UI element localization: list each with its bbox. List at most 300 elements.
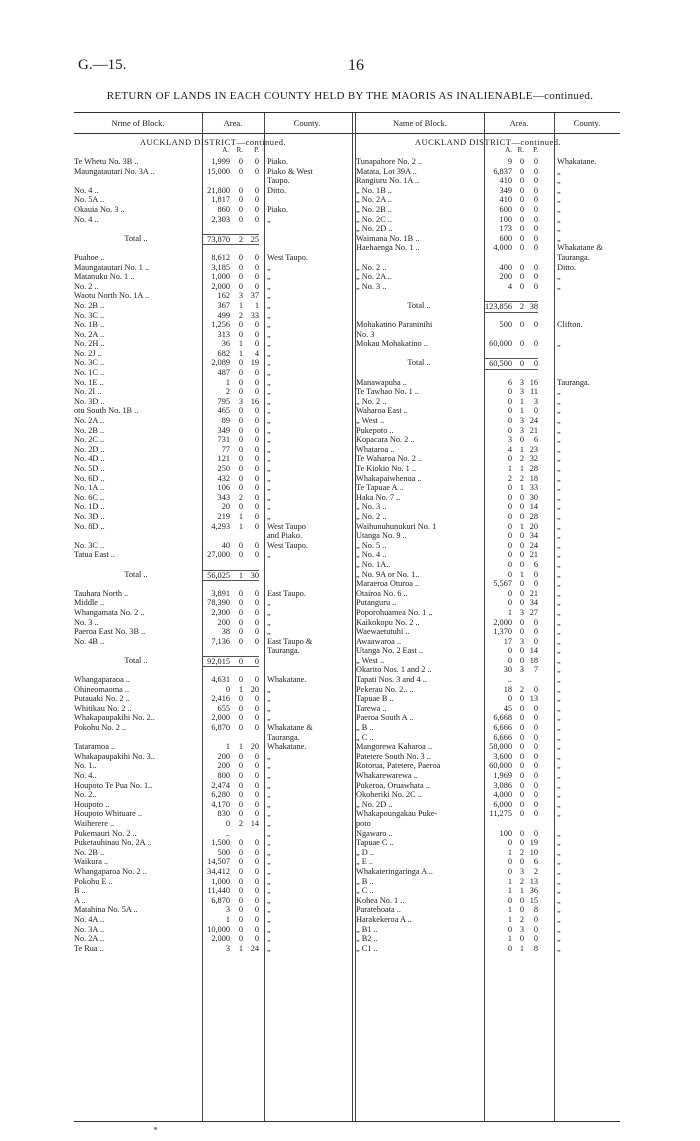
block-name: No. 1D .. [74, 502, 105, 512]
county-name: „ [557, 396, 561, 406]
area-roods: 0 [238, 866, 243, 876]
area-acres: 200 [217, 617, 230, 627]
table-row [356, 694, 620, 704]
table-row [356, 838, 620, 848]
table-row [74, 618, 352, 628]
block-name: No. 4 .. [74, 185, 99, 195]
area-perches: 16 [250, 396, 259, 406]
area-roods: 0 [238, 320, 243, 330]
county-name: „ [557, 732, 561, 742]
county-name: „ [267, 310, 271, 320]
area-roods: 1 [519, 886, 524, 896]
area-roods: 0 [238, 723, 243, 733]
table-row [356, 867, 620, 877]
block-name: No. 1.. [74, 761, 97, 771]
table-row [74, 205, 352, 215]
area-perches: 0 [533, 281, 538, 291]
block-name: Okarito Nos. 1 and 2 .. [356, 665, 432, 675]
total-row [74, 234, 352, 244]
block-name: Waikura .. [74, 857, 109, 867]
county-name: „ [557, 339, 561, 349]
block-name: Putauaki No. 2 .. [74, 694, 130, 704]
table-row [74, 905, 352, 915]
area-acres: 2,300 [211, 607, 230, 617]
table-row [74, 243, 352, 253]
area-roods: 0 [519, 233, 524, 243]
area-perches: 3 [533, 396, 538, 406]
county-name: „ [267, 866, 271, 876]
county-name: „ [267, 502, 271, 512]
area-perches: 21 [529, 425, 538, 435]
county-name: „ [267, 818, 271, 828]
area-acres: 1 [507, 464, 512, 473]
block-name: „ No. 1A.. [356, 559, 391, 569]
area-roods: 1 [238, 348, 243, 358]
area-perches: 0 [533, 780, 538, 790]
county-name: „ [557, 521, 561, 531]
area-acres: 1 [507, 876, 512, 886]
area-roods: 0 [519, 905, 524, 915]
area-roods: 1 [519, 444, 524, 454]
county-name: „ [267, 550, 271, 560]
block-name: Whakapaupakihi No. 2.. [74, 713, 155, 723]
area-roods: 0 [519, 550, 524, 560]
area-perches: 0 [533, 934, 538, 944]
area-perches: 0 [254, 675, 259, 685]
block-name: poto [356, 818, 371, 828]
area-perches: 0 [254, 866, 259, 876]
area-acres: 4,293 [211, 521, 230, 531]
area-acres: 200 [499, 272, 512, 282]
area-acres: 1,256 [211, 320, 230, 330]
area-roods: 0 [519, 780, 524, 790]
table-row [356, 406, 620, 416]
county-name: „ [267, 617, 271, 627]
table-row [74, 358, 352, 368]
table-row [356, 272, 620, 282]
block-name: Kohea No. 1 .. [356, 895, 405, 905]
area-perches: 0 [254, 281, 259, 291]
area-roods: 0 [512, 358, 524, 370]
county-name: „ [267, 368, 271, 378]
block-name: Rangiuru No. 1A .. [356, 176, 420, 186]
area-roods: 0 [238, 780, 243, 790]
county-name: Piako. [267, 157, 288, 166]
area-perches: 0 [254, 636, 259, 646]
area-perches: 0 [533, 636, 538, 646]
area-perches: 28 [529, 511, 538, 521]
table-row [356, 646, 620, 656]
area-acres: 1 [507, 934, 512, 944]
table-row [356, 426, 620, 436]
county-name: „ [267, 857, 271, 867]
area-acres: 410 [499, 195, 512, 205]
county-name: „ [557, 761, 561, 771]
area-perches: 8 [533, 905, 538, 915]
header-area-left: Area. [223, 118, 243, 128]
table-row [74, 397, 352, 407]
area-acres: 14,507 [207, 857, 230, 867]
area-perches: 0 [254, 540, 259, 550]
area-roods: 0 [519, 771, 524, 780]
area-acres: 3 [225, 905, 230, 915]
block-name: Patetere South No. 3 .. [356, 751, 431, 761]
block-name: „ No. 3 .. [356, 502, 387, 512]
area-acres: 3,891 [211, 588, 230, 598]
page-speck [154, 1127, 157, 1130]
table-row [74, 349, 352, 359]
area-roods: 2 [519, 847, 524, 857]
area-perches: 0 [533, 828, 538, 838]
table-row [356, 656, 620, 666]
table-row [356, 522, 620, 532]
area-perches: 0 [524, 358, 538, 370]
area-perches: 21 [529, 588, 538, 598]
area-acres: 30 [503, 665, 512, 675]
area-roods: 0 [238, 771, 243, 780]
county-name: „ [557, 914, 561, 924]
block-name: No. 1E .. [74, 377, 104, 387]
area-roods: 3 [519, 924, 524, 934]
area-roods: 0 [238, 540, 243, 550]
area-roods: 0 [238, 790, 243, 800]
table-row [74, 416, 352, 426]
area-roods: 0 [519, 598, 524, 608]
area-acres: .. [507, 675, 512, 685]
county-name: „ [557, 559, 561, 569]
county-name: „ [557, 838, 561, 848]
area-perches: 0 [533, 924, 538, 934]
table-row [356, 349, 620, 359]
county-name: Tauranga. [557, 377, 590, 387]
area-roods: 0 [519, 588, 524, 598]
table-row [74, 311, 352, 321]
area-roods: 0 [238, 799, 243, 809]
block-name: No. 2D .. [74, 444, 105, 454]
block-name: Maungatautari No. 1 .. [74, 262, 150, 272]
table-row [356, 934, 620, 944]
area-perches: 0 [533, 761, 538, 771]
area-acres: 6,666 [493, 723, 512, 733]
area-perches: 4 [254, 348, 259, 358]
area-roods: 0 [238, 406, 243, 416]
block-name: No. 2B .. [74, 300, 105, 310]
header-area-right: Area. [509, 118, 529, 128]
area-roods: 0 [238, 214, 243, 224]
area-acres: 1,000 [211, 876, 230, 886]
county-name: „ [267, 799, 271, 809]
area-roods: 0 [238, 598, 243, 608]
area-roods: 0 [238, 934, 243, 944]
table-row [74, 522, 352, 532]
table-row [74, 829, 352, 839]
block-name: No. 4B .. [74, 636, 105, 646]
county-name: „ [267, 627, 271, 637]
area-acres: 3,600 [493, 751, 512, 761]
block-name: Te Tapuae A .. [356, 483, 404, 493]
area-acres: 1,000 [211, 272, 230, 282]
area-acres: 73,870 [202, 234, 230, 246]
arp-units-row [356, 146, 620, 156]
area-roods: 0 [238, 636, 243, 646]
area-perches: 20 [250, 742, 259, 752]
area-roods: 0 [238, 454, 243, 464]
area-roods: 0 [519, 742, 524, 752]
area-acres: 3 [507, 435, 512, 445]
table-row [74, 713, 352, 723]
block-name: No. 4D .. [74, 454, 105, 464]
block-name: „ No. 2A .. [356, 272, 392, 282]
block-name: No. 1C .. [74, 368, 105, 378]
table-row [356, 234, 620, 244]
county-name: „ [557, 627, 561, 637]
block-name: No. 5A .. [74, 195, 105, 205]
area-perches: 0 [254, 185, 259, 195]
area-perches: 8 [533, 943, 538, 953]
table-row [74, 512, 352, 522]
county-name: „ [557, 617, 561, 627]
county-name: „ [267, 281, 271, 291]
county-name: „ [557, 684, 561, 694]
area-roods: 2 [519, 473, 524, 483]
area-perches: 0 [254, 751, 259, 761]
area-perches: 0 [533, 185, 538, 195]
table-row [356, 685, 620, 695]
area-roods: 0 [238, 329, 243, 339]
area-acres: 1 [507, 886, 512, 896]
table-row [74, 646, 352, 656]
block-name: No. 2A .. [74, 329, 105, 339]
area-acres: 731 [217, 435, 230, 445]
table-row [356, 454, 620, 464]
table-row [74, 867, 352, 877]
area-acres: 2,416 [211, 694, 230, 704]
area-acres: 40 [221, 540, 230, 550]
area-perches: 0 [533, 723, 538, 733]
county-name: „ [557, 464, 561, 473]
area-acres: 60,000 [489, 761, 512, 771]
area-perches: 0 [254, 598, 259, 608]
area-acres: 0 [507, 511, 512, 521]
header-name-of-block-left: Nrme of Block. [111, 118, 165, 128]
block-name: Ngawaro .. [356, 828, 393, 838]
table-row [356, 713, 620, 723]
block-name: Total .. [407, 300, 431, 310]
table-row [74, 541, 352, 551]
county-name: Clifton. [557, 320, 583, 330]
area-roods: 1 [238, 300, 243, 310]
area-acres: 0 [507, 588, 512, 598]
block-name: Mohakatino Paraninihi [356, 320, 433, 330]
block-name: Paeroa East No. 3B .. [74, 627, 146, 637]
block-name: „ C .. [356, 732, 374, 742]
area-acres: .. [225, 828, 230, 838]
area-perches: 0 [254, 492, 259, 502]
area-perches: 33 [250, 310, 259, 320]
block-name: Total .. [124, 569, 148, 579]
area-roods: 0 [519, 176, 524, 186]
area-acres: 1,999 [211, 157, 230, 166]
block-name: No. 6C .. [74, 492, 105, 502]
area-acres: 1 [507, 905, 512, 915]
lands-return-table [74, 112, 620, 1122]
area-roods: 0 [519, 713, 524, 723]
county-name: „ [557, 751, 561, 761]
block-name: „ No. 9A or No. 1.. [356, 569, 420, 579]
area-perches: 0 [254, 368, 259, 378]
area-roods: 0 [238, 416, 243, 426]
table-row [74, 195, 352, 205]
block-name: Haka No. 7 .. [356, 492, 401, 502]
county-name: „ [267, 320, 271, 330]
area-roods: 0 [519, 655, 524, 665]
area-roods: 2 [230, 234, 243, 246]
area-perches: 0 [254, 905, 259, 915]
area-acres: 7,136 [211, 636, 230, 646]
area-roods: 0 [519, 195, 524, 205]
area-acres: 0 [507, 406, 512, 416]
area-perches: 0 [254, 799, 259, 809]
block-name: „ No. 2D .. [356, 224, 393, 234]
county-name: „ [557, 799, 561, 809]
area-perches: 0 [254, 483, 259, 493]
area-perches: 0 [254, 387, 259, 397]
area-perches: 0 [254, 790, 259, 800]
block-name: Mokau Mohakatino .. [356, 339, 428, 349]
county-name: „ [557, 809, 561, 819]
county-name: „ [267, 886, 271, 896]
county-name: Ditto. [557, 262, 577, 272]
county-name: „ [557, 886, 561, 896]
area-perches: 0 [533, 751, 538, 761]
area-perches: 0 [254, 713, 259, 723]
district-heading: AUCKLAND DISTRICT—continued. [139, 137, 287, 147]
area-acres: 2 [507, 473, 512, 483]
area-acres: 11,275 [489, 809, 512, 819]
area-roods: 1 [519, 943, 524, 953]
area-roods: 0 [519, 511, 524, 521]
county-name: Ditto. [267, 185, 287, 195]
table-row [74, 886, 352, 896]
area-acres: 250 [217, 464, 230, 473]
area-acres: 2,474 [211, 780, 230, 790]
area-acres: 6,870 [211, 895, 230, 905]
block-name: No. 4.. [74, 771, 97, 780]
table-row [356, 877, 620, 887]
county-name: „ [267, 329, 271, 339]
table-row [356, 512, 620, 522]
area-roods: 1 [230, 570, 243, 582]
area-perches: 0 [254, 214, 259, 224]
area-roods: 0 [519, 857, 524, 867]
county-name: „ [557, 703, 561, 713]
county-name: „ [267, 473, 271, 483]
area-roods: 0 [519, 157, 524, 166]
block-name: No. 8D .. [74, 521, 105, 531]
area-acres: 0 [507, 502, 512, 512]
table-row [74, 752, 352, 762]
area-perches: 0 [533, 262, 538, 272]
unit-roods: R. [517, 146, 524, 154]
area-acres: 0 [507, 387, 512, 397]
area-acres: 0 [507, 598, 512, 608]
table-row [74, 253, 352, 263]
table-row [74, 560, 352, 570]
table-row [356, 896, 620, 906]
area-perches: 19 [529, 838, 538, 848]
block-name: Pukemauri No. 2 .. [74, 828, 137, 838]
area-roods: 0 [519, 281, 524, 291]
area-acres: 173 [499, 224, 512, 234]
area-acres: 78,390 [207, 598, 230, 608]
block-name: Tapuae C .. [356, 838, 394, 848]
area-perches: 10 [529, 847, 538, 857]
area-roods: 0 [238, 166, 243, 176]
county-name: „ [267, 416, 271, 426]
table-row [356, 627, 620, 637]
table-row [356, 886, 620, 896]
county-name: „ [267, 214, 271, 224]
block-name: Kaikokopu No. 2 .. [356, 617, 420, 627]
block-name: Pukepoto .. [356, 425, 394, 435]
block-name: No. 2B .. [74, 847, 105, 857]
table-row [356, 291, 620, 301]
county-name: „ [267, 703, 271, 713]
table-row [356, 243, 620, 253]
county-name: „ [267, 483, 271, 493]
area-perches: 23 [529, 444, 538, 454]
area-roods: 0 [519, 540, 524, 550]
county-name: „ [557, 473, 561, 483]
right-rows [356, 157, 620, 953]
table-title: RETURN OF LANDS IN EACH COUNTY HELD BY THE MAORIS AS INALIENABLE—continued. [106, 90, 594, 102]
block-name: „ B .. [356, 876, 374, 886]
block-name: No. 4 .. [74, 214, 99, 224]
total-row [74, 656, 352, 666]
area-perches: 0 [254, 511, 259, 521]
area-acres: 1 [507, 847, 512, 857]
area-perches: 0 [254, 588, 259, 598]
area-acres: 36 [221, 339, 230, 349]
county-name: and Piako. [267, 531, 303, 541]
area-perches: 0 [533, 713, 538, 723]
area-perches: 0 [254, 809, 259, 819]
area-perches: 0 [254, 444, 259, 454]
area-roods: 1 [238, 943, 243, 953]
area-roods: 0 [238, 675, 243, 685]
area-acres: 1 [225, 742, 230, 752]
table-row [356, 205, 620, 215]
block-name: Te Waharoa No. 2 .. [356, 454, 423, 464]
table-row [356, 848, 620, 858]
area-acres: 2,089 [211, 358, 230, 368]
area-perches: 11 [530, 387, 538, 397]
area-acres: 4,631 [211, 675, 230, 685]
area-perches: 0 [254, 694, 259, 704]
area-perches: 0 [254, 473, 259, 483]
area-roods: 0 [238, 272, 243, 282]
table-row [356, 320, 620, 330]
county-name: West Taupo. [267, 540, 308, 550]
table-row [356, 195, 620, 205]
table-row [356, 800, 620, 810]
table-row [356, 502, 620, 512]
area-roods: 2 [512, 301, 524, 313]
area-acres: 6,668 [493, 713, 512, 723]
block-name: Matahina No. 5A .. [74, 905, 138, 915]
area-acres: 0 [507, 838, 512, 848]
county-name: „ [557, 665, 561, 675]
